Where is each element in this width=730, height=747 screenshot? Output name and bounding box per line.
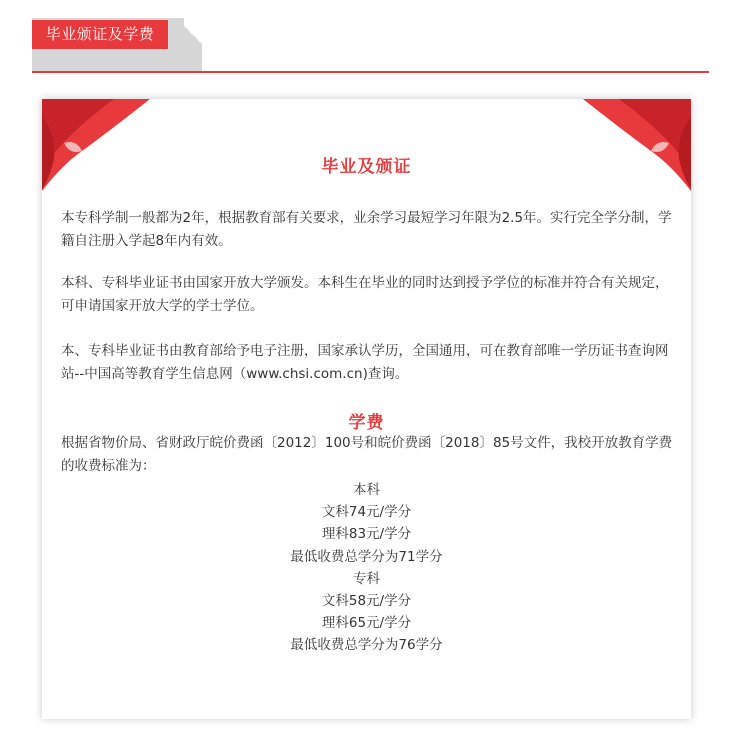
- fee-line-undergrad-min-credits: 最低收费总学分为71学分: [290, 548, 443, 565]
- fee-line-junior-min-credits: 最低收费总学分为76学分: [290, 637, 443, 654]
- fee-list: [42, 479, 691, 657]
- curtain-right-decoration: [581, 99, 691, 194]
- paragraph-duration: 本专科学制一般都为2年，根据教育部有关要求，业余学习最短学习年限为2.5年。实行完全学分制，学籍自注册入学起8年内有效。: [61, 210, 672, 249]
- fee-line-junior-arts: 文科58元/学分: [321, 593, 412, 610]
- content-card: [42, 99, 691, 719]
- paragraph-certificate: 本科、专科毕业证书由国家开放大学颁发。本科生在毕业的同时达到授予学位的标准并符合有关规定，可申请国家开放大学的学士学位。: [61, 275, 669, 314]
- section-header: [32, 18, 709, 74]
- fee-line-undergrad-heading: 本科: [353, 482, 380, 498]
- section-tab-label: 毕业颁证及学费: [32, 20, 168, 49]
- paragraph-registration: 本、专科毕业证书由教育部给予电子注册，国家承认学历，全国通用，可在教育部唯一学历证书查询网站--中国高等教育学生信息网（www.chsi.com.cn)查询。: [61, 343, 669, 382]
- header-divider: [32, 71, 709, 73]
- fee-line-junior-science: 理科65元/学分: [321, 615, 412, 632]
- fee-intro: 根据省物价局、省财政厅皖价费函〔2012〕100号和皖价费函〔2018〕85号文件，我校开放教育学费的收费标准为：: [61, 435, 673, 474]
- fee-title: 学费: [348, 413, 385, 433]
- fee-line-undergrad-science: 理科83元/学分: [321, 526, 412, 543]
- curtain-left-decoration: [42, 99, 152, 194]
- fee-line-undergrad-arts: 文科74元/学分: [321, 504, 412, 521]
- graduation-title: 毕业及颁证: [321, 157, 412, 177]
- fee-line-junior-heading: 专科: [353, 570, 380, 587]
